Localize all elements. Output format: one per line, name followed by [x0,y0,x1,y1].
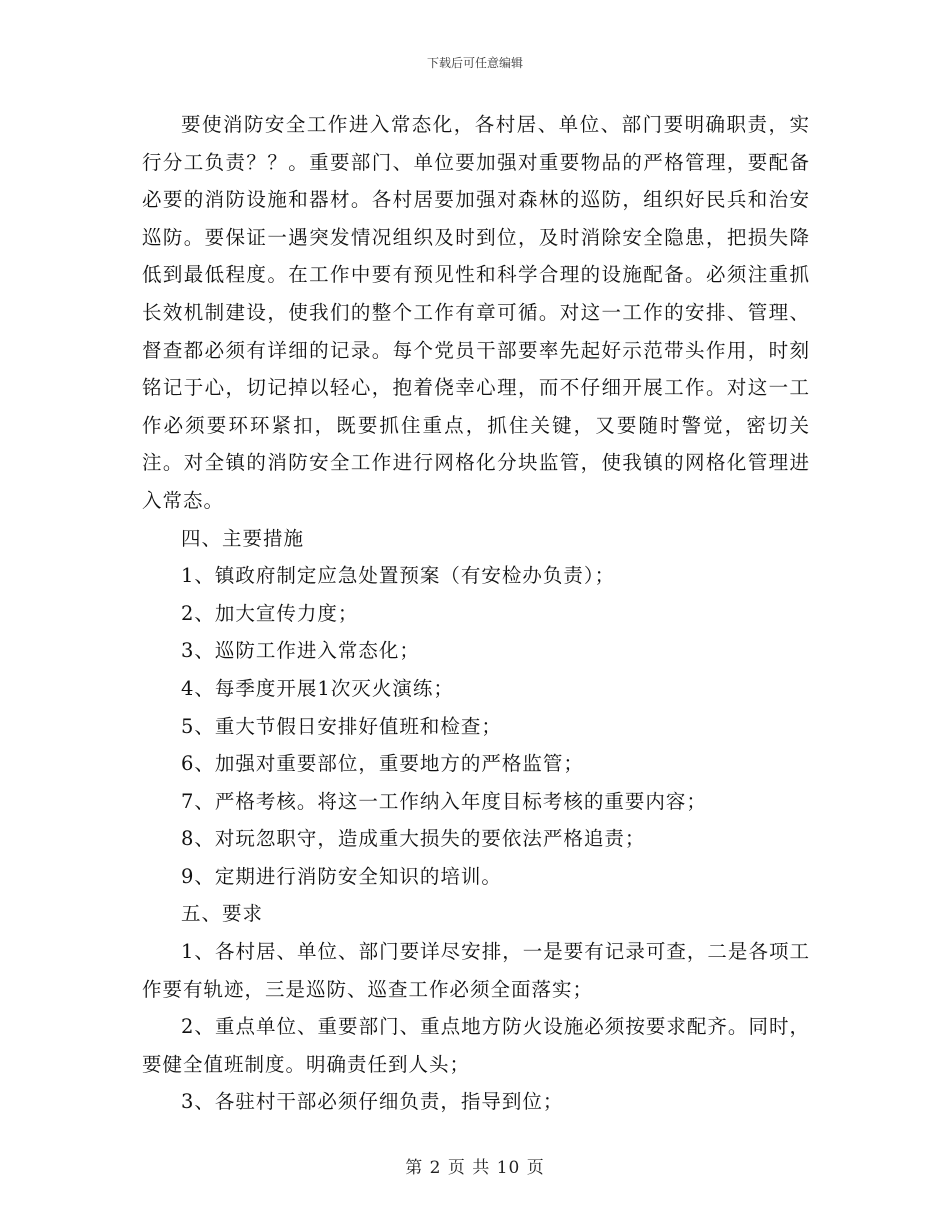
document-body [142,106,810,1121]
list-item: 4、每季度开展1次灭火演练； [181,676,454,700]
list-item: 7、严格考核。将这一工作纳入年度目标考核的重要内容； [181,789,707,813]
list-item: 2、加大宣传力度； [181,601,359,625]
header-note: 下载后可任意编辑 [426,56,523,70]
page-number-footer: 第 2 页 共 10 页 [405,1158,545,1178]
list-item: 5、重大节假日安排好值班和检查； [181,714,502,738]
list-item: 9、定期进行消防安全知识的培训。 [181,864,502,888]
list-item: 2、重点单位、重要部门、重点地方防火设施必须按要求配齐。同时，要健全值班制度。明确责任到人头； [142,1015,810,1076]
list-item: 1、各村居、单位、部门要详尽安排，一是要有记录可查，二是各项工作要有轨迹，三是巡防、巡查工作必须全面落实； [142,940,810,1001]
list-item: 1、镇政府制定应急处置预案（有安检办负责）； [181,564,616,588]
intro-paragraph: 要使消防安全工作进入常态化，各村居、单位、部门要明确职责，实行分工负责？？。重要部门、单位要加强对重要物品的严格管理，要配备必要的消防设施和器材。各村居要加强对森林的巡防，组织好民兵和治安巡防。要保证一遇突发情况组织及时到位，及时消除安全隐患，把损失降低到最低程度。在工作中要有预见性和科学合理的设施配备。必须注重抓长效机制建设，使我们的整个工作有章可循。对这一工作的安排、管理、督查都必须有详细的记录。每个党员干部要率先起好示范带头作用，时刻铭记于心，切记掉以轻心，抱着侥幸心理，而不仔细开展工作。对这一工作必须要环环紧扣，既要抓住重点，抓住关键，又要随时警觉，密切关注。对全镇的消防安全工作进行网格化分块监管，使我镇的网格化管理进入常态。 [142,113,810,512]
list-item: 3、各驻村干部必须仔细负责，指导到位； [181,1090,564,1114]
list-item: 6、加强对重要部位，重要地方的严格监管； [181,752,584,776]
list-item: 8、对玩忽职守，造成重大损失的要依法严格追责； [181,827,646,851]
section-heading-requirements: 五、要求 [181,902,264,926]
list-item: 3、巡防工作进入常态化； [181,639,420,663]
section-heading-measures: 四、主要措施 [181,526,305,550]
